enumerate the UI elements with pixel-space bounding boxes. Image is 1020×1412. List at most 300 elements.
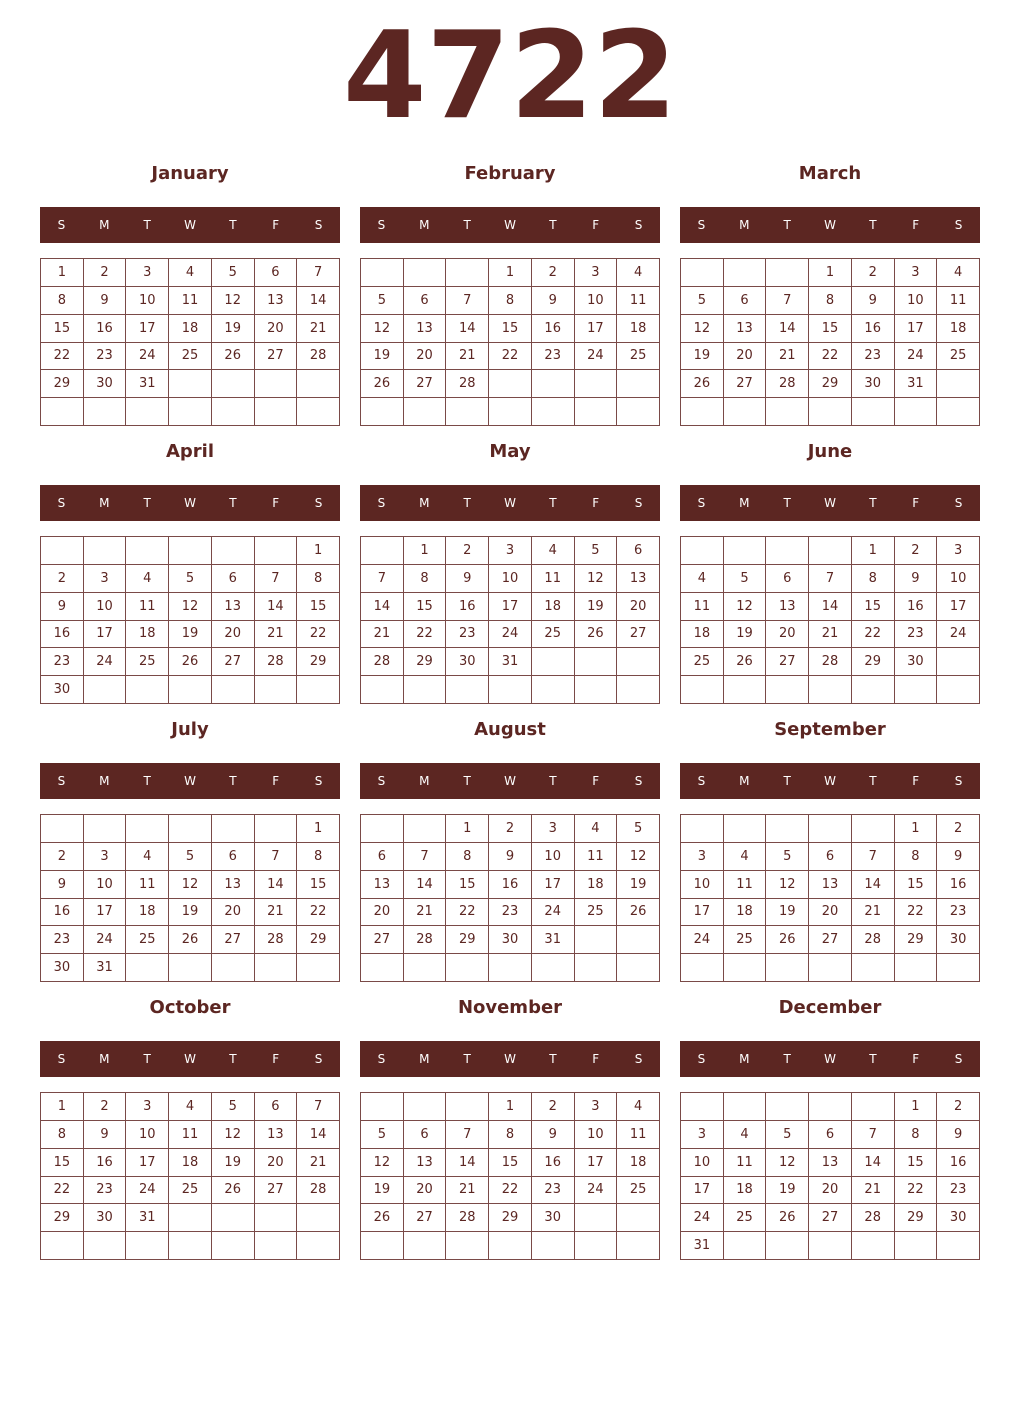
day-cell: 17: [681, 899, 724, 927]
weekday-header: [680, 485, 980, 521]
empty-day-cell: [126, 676, 169, 704]
empty-day-cell: [681, 676, 724, 704]
day-cell: 28: [361, 648, 404, 676]
day-cell: 18: [724, 899, 767, 927]
weekday-label: T: [229, 1052, 237, 1066]
day-cell: 27: [212, 648, 255, 676]
day-cell: 23: [937, 1177, 980, 1205]
day-cell: 3: [126, 1093, 169, 1121]
day-cell: 8: [297, 565, 340, 593]
day-cell: 13: [212, 593, 255, 621]
day-cell: 3: [681, 843, 724, 871]
day-cell: 20: [212, 621, 255, 649]
day-cell: 29: [895, 926, 938, 954]
day-cell: 26: [681, 370, 724, 398]
day-cell: 26: [766, 1204, 809, 1232]
weekday-label: S: [314, 218, 323, 232]
day-cell: 4: [937, 259, 980, 287]
empty-day-cell: [617, 398, 660, 426]
day-cell: 15: [297, 871, 340, 899]
day-cell: 21: [297, 1149, 340, 1177]
day-cell: 11: [126, 871, 169, 899]
month-november: [360, 996, 660, 1260]
empty-day-cell: [212, 537, 255, 565]
day-cell: 1: [41, 259, 84, 287]
weekday-label: T: [549, 496, 557, 510]
day-cell: 7: [446, 287, 489, 315]
weekday-label: T: [783, 774, 791, 788]
day-cell: 21: [446, 1177, 489, 1205]
empty-day-cell: [361, 398, 404, 426]
day-cell: 27: [404, 1204, 447, 1232]
day-cell: 22: [809, 343, 852, 371]
empty-day-cell: [361, 815, 404, 843]
empty-day-cell: [169, 1204, 212, 1232]
empty-day-cell: [852, 954, 895, 982]
month-july: [40, 718, 340, 982]
weekday-label: S: [954, 1052, 963, 1066]
weekday-label: M: [739, 1052, 750, 1066]
weekday-header: [680, 763, 980, 799]
empty-day-cell: [255, 815, 298, 843]
day-cell: 15: [446, 871, 489, 899]
weekday-label: T: [463, 496, 471, 510]
day-cell: 2: [852, 259, 895, 287]
day-cell: 22: [489, 1177, 532, 1205]
day-cell: 17: [575, 1149, 618, 1177]
day-cell: 5: [212, 1093, 255, 1121]
weekday-label: T: [869, 218, 877, 232]
day-cell: 29: [895, 1204, 938, 1232]
day-cell: 25: [126, 648, 169, 676]
day-cell: 9: [852, 287, 895, 315]
day-cell: 14: [852, 871, 895, 899]
day-cell: 26: [169, 648, 212, 676]
day-cell: 13: [724, 315, 767, 343]
day-cell: 23: [41, 926, 84, 954]
day-cell: 29: [297, 926, 340, 954]
empty-day-cell: [937, 954, 980, 982]
day-cell: 17: [84, 621, 127, 649]
weekday-label: T: [143, 774, 151, 788]
empty-day-cell: [937, 648, 980, 676]
day-cell: 24: [84, 926, 127, 954]
empty-day-cell: [575, 648, 618, 676]
weekday-label: S: [57, 496, 66, 510]
day-cell: 18: [532, 593, 575, 621]
empty-day-cell: [766, 1232, 809, 1260]
empty-day-cell: [809, 815, 852, 843]
weekday-label: F: [912, 1052, 920, 1066]
weekday-label: M: [419, 496, 430, 510]
day-cell: 9: [41, 593, 84, 621]
empty-day-cell: [532, 398, 575, 426]
weekday-label: S: [57, 218, 66, 232]
day-cell: 1: [809, 259, 852, 287]
month-september: [680, 718, 980, 982]
day-cell: 15: [404, 593, 447, 621]
day-cell: 22: [895, 899, 938, 927]
day-cell: 8: [297, 843, 340, 871]
day-cell: 15: [489, 1149, 532, 1177]
day-cell: 16: [937, 1149, 980, 1177]
weekday-label: F: [912, 496, 920, 510]
day-cell: 4: [575, 815, 618, 843]
day-cell: 16: [937, 871, 980, 899]
empty-day-cell: [404, 676, 447, 704]
day-cell: 21: [297, 315, 340, 343]
day-cell: 9: [84, 287, 127, 315]
weekday-label: M: [99, 496, 110, 510]
day-cell: 30: [895, 648, 938, 676]
empty-day-cell: [852, 676, 895, 704]
day-cell: 24: [126, 343, 169, 371]
empty-day-cell: [404, 954, 447, 982]
empty-day-cell: [212, 815, 255, 843]
day-grid: [680, 1092, 980, 1260]
day-cell: 12: [575, 565, 618, 593]
weekday-header: [360, 1041, 660, 1077]
weekday-label: T: [549, 1052, 557, 1066]
day-cell: 31: [681, 1232, 724, 1260]
day-cell: 10: [575, 287, 618, 315]
day-cell: 12: [212, 1121, 255, 1149]
day-cell: 2: [489, 815, 532, 843]
empty-day-cell: [724, 1232, 767, 1260]
weekday-label: W: [184, 496, 196, 510]
weekday-label: M: [99, 1052, 110, 1066]
empty-day-cell: [255, 676, 298, 704]
day-cell: 31: [489, 648, 532, 676]
weekday-label: M: [739, 218, 750, 232]
day-grid: [680, 258, 980, 426]
weekday-label: F: [592, 1052, 600, 1066]
empty-day-cell: [809, 1232, 852, 1260]
weekday-label: T: [143, 496, 151, 510]
day-cell: 20: [809, 899, 852, 927]
weekday-label: S: [634, 496, 643, 510]
empty-day-cell: [617, 1232, 660, 1260]
day-cell: 6: [724, 287, 767, 315]
day-cell: 11: [681, 593, 724, 621]
weekday-label: M: [739, 774, 750, 788]
empty-day-cell: [937, 398, 980, 426]
empty-day-cell: [41, 398, 84, 426]
weekday-label: S: [634, 774, 643, 788]
empty-day-cell: [169, 815, 212, 843]
day-cell: 22: [446, 899, 489, 927]
day-cell: 17: [532, 871, 575, 899]
empty-day-cell: [84, 537, 127, 565]
empty-day-cell: [489, 676, 532, 704]
day-cell: 15: [809, 315, 852, 343]
day-cell: 27: [724, 370, 767, 398]
day-cell: 30: [41, 954, 84, 982]
month-name: March: [798, 163, 862, 184]
day-cell: 20: [361, 899, 404, 927]
weekday-label: S: [377, 218, 386, 232]
empty-day-cell: [809, 537, 852, 565]
day-cell: 29: [446, 926, 489, 954]
empty-day-cell: [212, 370, 255, 398]
day-cell: 12: [169, 871, 212, 899]
day-cell: 12: [766, 871, 809, 899]
day-grid: [680, 536, 980, 704]
empty-day-cell: [852, 815, 895, 843]
month-name: August: [474, 719, 546, 740]
day-cell: 20: [766, 621, 809, 649]
empty-day-cell: [297, 676, 340, 704]
day-cell: 4: [169, 259, 212, 287]
empty-day-cell: [169, 398, 212, 426]
day-cell: 9: [895, 565, 938, 593]
day-cell: 25: [617, 343, 660, 371]
day-cell: 29: [41, 370, 84, 398]
weekday-label: F: [272, 1052, 280, 1066]
day-cell: 27: [617, 621, 660, 649]
day-cell: 14: [852, 1149, 895, 1177]
day-cell: 17: [489, 593, 532, 621]
year-title: 4722: [343, 7, 677, 146]
day-cell: 5: [681, 287, 724, 315]
day-cell: 3: [126, 259, 169, 287]
day-cell: 16: [852, 315, 895, 343]
day-cell: 19: [212, 315, 255, 343]
month-december: [680, 996, 980, 1260]
weekday-label: T: [783, 218, 791, 232]
day-cell: 22: [489, 343, 532, 371]
day-cell: 16: [489, 871, 532, 899]
day-cell: 13: [212, 871, 255, 899]
day-cell: 2: [41, 843, 84, 871]
weekday-label: S: [314, 496, 323, 510]
day-cell: 26: [212, 1177, 255, 1205]
day-cell: 9: [937, 843, 980, 871]
empty-day-cell: [575, 1232, 618, 1260]
empty-day-cell: [212, 1232, 255, 1260]
day-cell: 18: [169, 1149, 212, 1177]
empty-day-cell: [361, 537, 404, 565]
day-cell: 4: [169, 1093, 212, 1121]
day-cell: 8: [446, 843, 489, 871]
day-cell: 19: [212, 1149, 255, 1177]
day-grid: [40, 536, 340, 704]
day-cell: 15: [489, 315, 532, 343]
day-cell: 24: [126, 1177, 169, 1205]
empty-day-cell: [126, 537, 169, 565]
empty-day-cell: [681, 398, 724, 426]
day-cell: 6: [212, 565, 255, 593]
day-cell: 4: [724, 1121, 767, 1149]
empty-day-cell: [532, 648, 575, 676]
day-cell: 12: [766, 1149, 809, 1177]
empty-day-cell: [681, 537, 724, 565]
day-cell: 19: [617, 871, 660, 899]
weekday-label: M: [739, 496, 750, 510]
day-cell: 12: [361, 1149, 404, 1177]
weekday-header: [360, 207, 660, 243]
weekday-label: S: [954, 774, 963, 788]
day-cell: 16: [532, 315, 575, 343]
empty-day-cell: [446, 398, 489, 426]
day-cell: 30: [937, 1204, 980, 1232]
empty-day-cell: [404, 1093, 447, 1121]
empty-day-cell: [84, 815, 127, 843]
day-cell: 26: [724, 648, 767, 676]
day-cell: 10: [84, 593, 127, 621]
day-cell: 2: [937, 815, 980, 843]
day-cell: 8: [895, 843, 938, 871]
day-grid: [360, 258, 660, 426]
weekday-label: W: [184, 774, 196, 788]
day-cell: 25: [126, 926, 169, 954]
empty-day-cell: [724, 537, 767, 565]
day-cell: 14: [297, 287, 340, 315]
day-cell: 16: [895, 593, 938, 621]
day-cell: 29: [297, 648, 340, 676]
weekday-label: S: [954, 496, 963, 510]
day-cell: 17: [937, 593, 980, 621]
day-cell: 23: [84, 1177, 127, 1205]
day-cell: 12: [681, 315, 724, 343]
weekday-label: T: [143, 1052, 151, 1066]
day-cell: 8: [852, 565, 895, 593]
day-cell: 23: [84, 343, 127, 371]
day-cell: 25: [532, 621, 575, 649]
day-cell: 8: [41, 1121, 84, 1149]
day-cell: 30: [852, 370, 895, 398]
day-cell: 13: [766, 593, 809, 621]
day-cell: 17: [126, 1149, 169, 1177]
empty-day-cell: [724, 398, 767, 426]
day-cell: 16: [446, 593, 489, 621]
day-cell: 19: [724, 621, 767, 649]
weekday-label: M: [419, 218, 430, 232]
empty-day-cell: [361, 954, 404, 982]
day-cell: 7: [852, 843, 895, 871]
day-cell: 15: [852, 593, 895, 621]
day-cell: 31: [895, 370, 938, 398]
day-cell: 17: [126, 315, 169, 343]
empty-day-cell: [766, 954, 809, 982]
day-cell: 30: [446, 648, 489, 676]
day-cell: 31: [126, 1204, 169, 1232]
day-cell: 14: [361, 593, 404, 621]
empty-day-cell: [446, 1093, 489, 1121]
day-cell: 7: [255, 843, 298, 871]
empty-day-cell: [724, 676, 767, 704]
day-cell: 9: [532, 1121, 575, 1149]
weekday-label: T: [143, 218, 151, 232]
day-cell: 6: [766, 565, 809, 593]
day-cell: 9: [937, 1121, 980, 1149]
day-cell: 29: [41, 1204, 84, 1232]
day-cell: 12: [169, 593, 212, 621]
weekday-label: W: [504, 496, 516, 510]
day-cell: 1: [489, 1093, 532, 1121]
day-cell: 29: [404, 648, 447, 676]
weekday-label: W: [824, 496, 836, 510]
weekday-label: S: [634, 1052, 643, 1066]
empty-day-cell: [532, 676, 575, 704]
day-grid: [360, 814, 660, 982]
day-cell: 18: [126, 621, 169, 649]
day-cell: 29: [809, 370, 852, 398]
weekday-label: S: [697, 496, 706, 510]
empty-day-cell: [126, 1232, 169, 1260]
month-march: [680, 162, 980, 426]
empty-day-cell: [937, 370, 980, 398]
day-cell: 10: [895, 287, 938, 315]
day-cell: 3: [489, 537, 532, 565]
day-cell: 14: [255, 871, 298, 899]
day-cell: 23: [937, 899, 980, 927]
empty-day-cell: [895, 954, 938, 982]
day-cell: 5: [575, 537, 618, 565]
empty-day-cell: [297, 370, 340, 398]
weekday-label: T: [463, 1052, 471, 1066]
day-cell: 25: [617, 1177, 660, 1205]
empty-day-cell: [575, 954, 618, 982]
weekday-label: W: [504, 774, 516, 788]
weekday-label: S: [697, 1052, 706, 1066]
day-cell: 28: [809, 648, 852, 676]
empty-day-cell: [297, 398, 340, 426]
day-cell: 23: [446, 621, 489, 649]
day-cell: 11: [169, 287, 212, 315]
day-cell: 9: [532, 287, 575, 315]
day-cell: 5: [766, 843, 809, 871]
day-cell: 30: [937, 926, 980, 954]
day-cell: 27: [255, 343, 298, 371]
day-cell: 26: [361, 1204, 404, 1232]
day-cell: 22: [404, 621, 447, 649]
day-cell: 5: [724, 565, 767, 593]
day-cell: 27: [255, 1177, 298, 1205]
day-cell: 24: [489, 621, 532, 649]
day-cell: 19: [766, 899, 809, 927]
day-cell: 3: [937, 537, 980, 565]
day-cell: 14: [255, 593, 298, 621]
day-cell: 11: [126, 593, 169, 621]
day-cell: 1: [41, 1093, 84, 1121]
day-grid: [360, 536, 660, 704]
empty-day-cell: [255, 1232, 298, 1260]
empty-day-cell: [575, 370, 618, 398]
day-cell: 2: [937, 1093, 980, 1121]
empty-day-cell: [489, 954, 532, 982]
day-cell: 2: [84, 1093, 127, 1121]
day-cell: 10: [681, 1149, 724, 1177]
day-cell: 30: [84, 370, 127, 398]
day-cell: 13: [809, 1149, 852, 1177]
empty-day-cell: [446, 259, 489, 287]
day-cell: 19: [169, 899, 212, 927]
day-cell: 16: [532, 1149, 575, 1177]
day-cell: 12: [617, 843, 660, 871]
day-cell: 14: [446, 315, 489, 343]
day-cell: 3: [84, 565, 127, 593]
day-cell: 9: [446, 565, 489, 593]
empty-day-cell: [681, 815, 724, 843]
month-june: [680, 440, 980, 704]
day-cell: 25: [681, 648, 724, 676]
day-cell: 11: [169, 1121, 212, 1149]
day-cell: 23: [489, 899, 532, 927]
day-cell: 28: [297, 1177, 340, 1205]
day-cell: 9: [41, 871, 84, 899]
empty-day-cell: [297, 954, 340, 982]
